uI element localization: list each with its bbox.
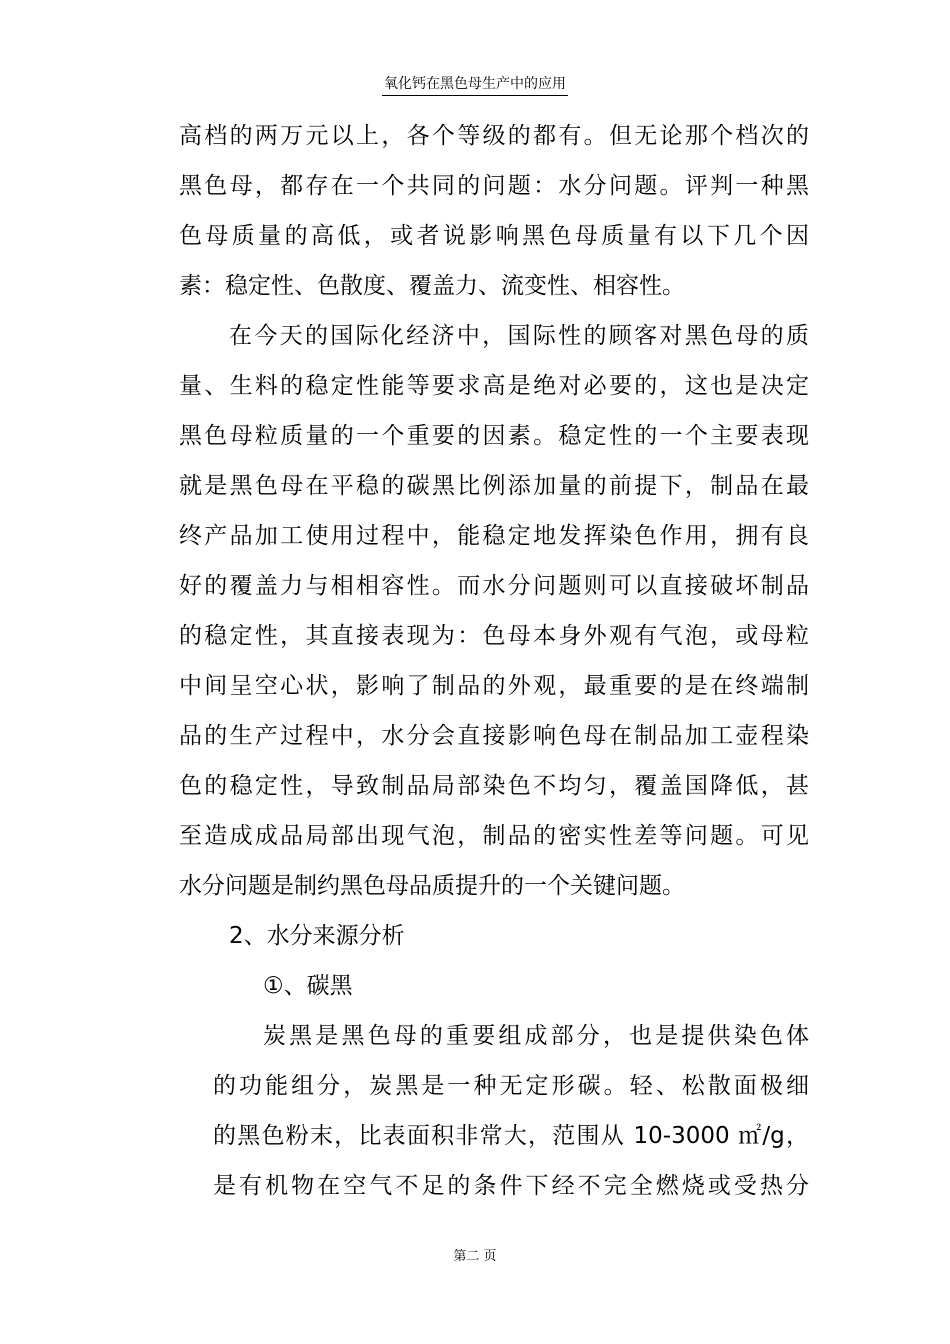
text-line: 的黑色粉末，比表面积非常大，范围从 10-3000 ㎡/g， xyxy=(213,1123,809,1149)
text-line: 就是黑色母在平稳的碳黑比例添加量的前提下，制品在最 xyxy=(179,473,809,499)
subsection-heading: ①、碳黑 xyxy=(263,973,353,999)
text-line: 在今天的国际化经济中，国际性的顾客对黑色母的质 xyxy=(229,323,809,349)
text-line: 是有机物在空气不足的条件下经不完全燃烧或受热分 xyxy=(213,1173,809,1199)
text-line: 黑色母粒质量的一个重要的因素。稳定性的一个主要表现 xyxy=(179,423,809,449)
text-line: 量、生料的稳定性能等要求高是绝对必要的，这也是决定 xyxy=(179,373,809,399)
text-line: 水分问题是制约黑色母品质提升的一个关键问题。 xyxy=(179,873,685,899)
text-line: 品的生产过程中，水分会直接影响色母在制品加工壶程染 xyxy=(179,723,809,749)
text-line: 中间呈空心状，影响了制品的外观，最重要的是在终端制 xyxy=(179,673,809,699)
text-line: 的稳定性，其直接表现为：色母本身外观有气泡，或母粒 xyxy=(179,623,809,649)
section-heading: 2、水分来源分析 xyxy=(229,923,405,949)
page-footer xyxy=(0,1248,950,1266)
text-line: 黑色母，都存在一个共同的问题：水分问题。评判一种黑 xyxy=(179,173,809,199)
text-line: 好的覆盖力与相相容性。而水分问题则可以直接破坏制品 xyxy=(179,573,809,599)
text-line: 的功能组分，炭黑是一种无定形碳。轻、松散面极细 xyxy=(213,1073,809,1099)
page-header xyxy=(0,74,950,96)
header-title: 氧化钙在黑色母生产中的应用 xyxy=(382,74,568,96)
text-line: 炭黑是黑色母的重要组成部分，也是提供染色体 xyxy=(263,1023,809,1049)
text-line: 至造成成品局部出现气泡，制品的密实性差等问题。可见 xyxy=(179,823,809,849)
text-line: 终产品加工使用过程中，能稳定地发挥染色作用，拥有良 xyxy=(179,523,809,549)
text-line: 色母质量的高低，或者说影响黑色母质量有以下几个因 xyxy=(179,223,809,249)
page-number: 第二 页 xyxy=(453,1249,497,1264)
text-line: 色的稳定性，导致制品局部染色不均匀，覆盖国降低，甚 xyxy=(179,773,809,799)
text-line: 高档的两万元以上，各个等级的都有。但无论那个档次的 xyxy=(179,123,809,149)
text-line: 素：稳定性、色散度、覆盖力、流变性、相容性。 xyxy=(179,273,685,299)
